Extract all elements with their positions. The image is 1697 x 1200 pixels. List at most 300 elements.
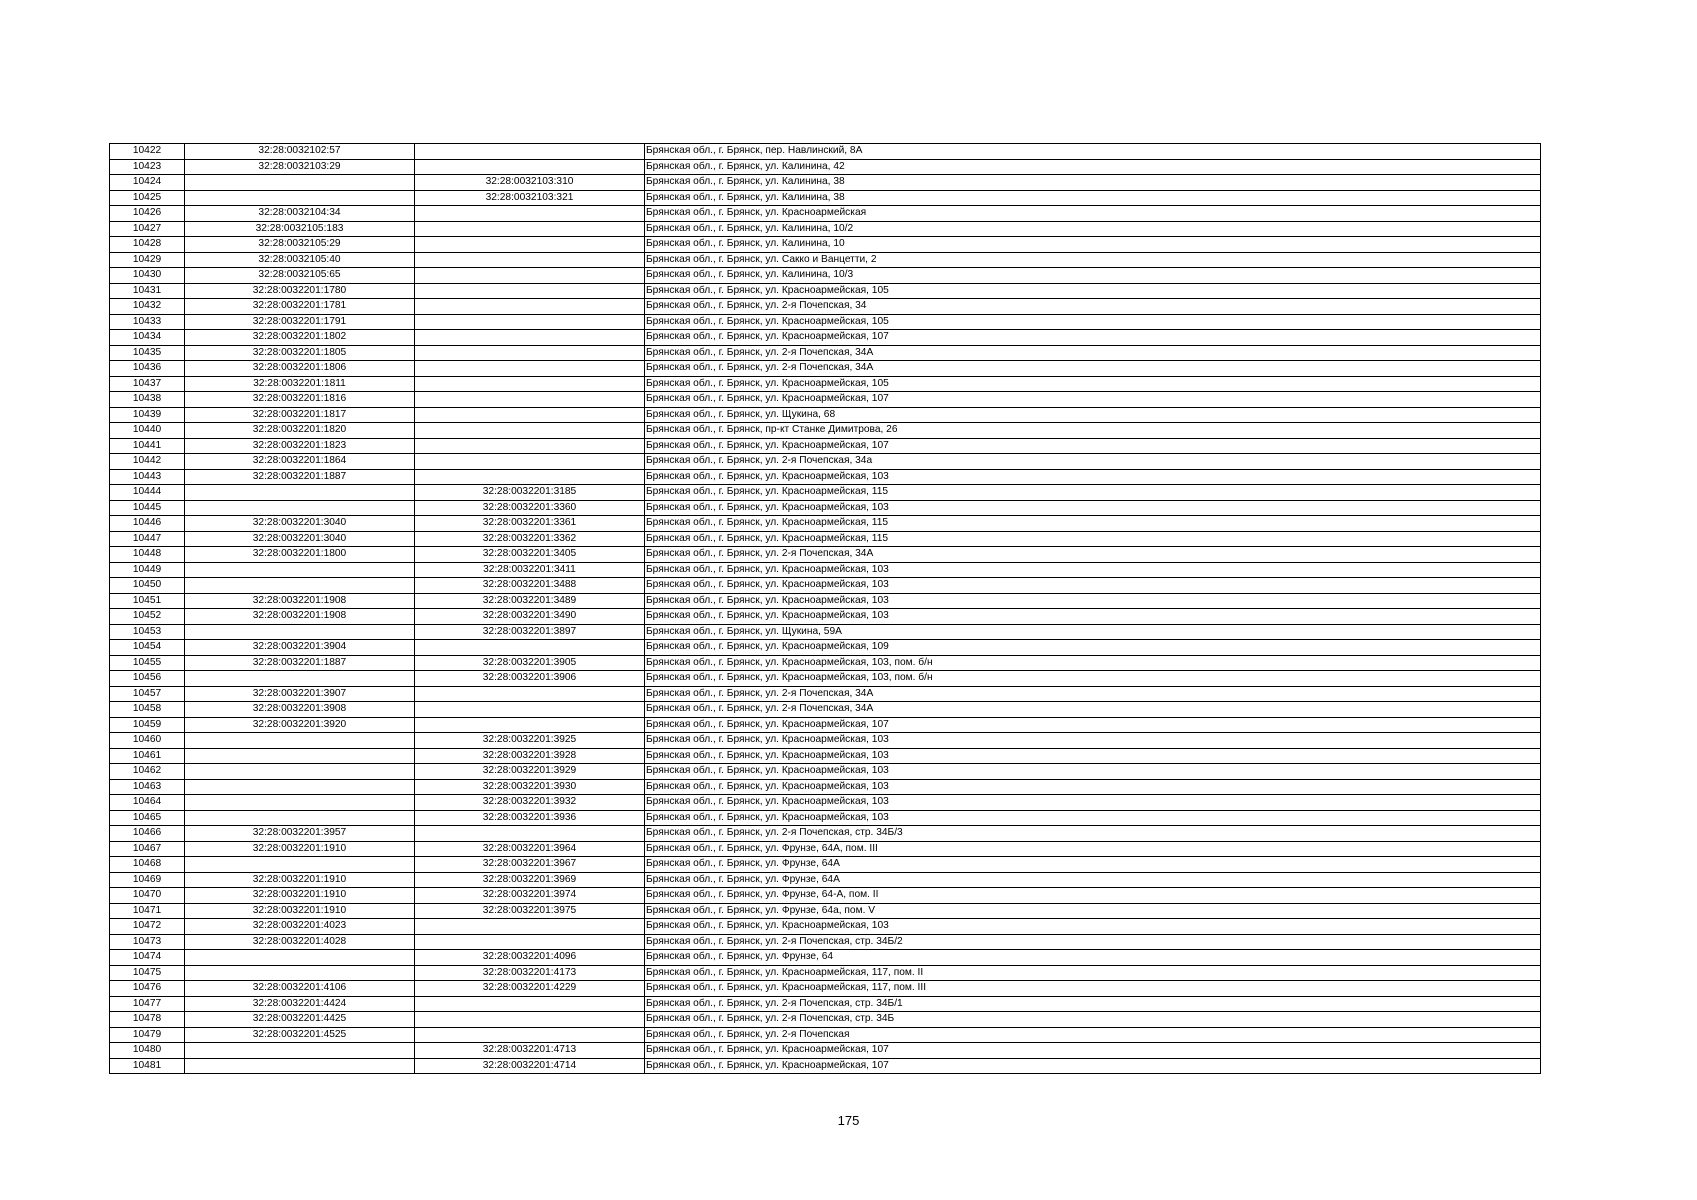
- cadastral-number-cell: [185, 500, 415, 516]
- cadastral-number-cell: [185, 562, 415, 578]
- table-row: [110, 810, 1541, 826]
- object-cadastral-number-cell: [415, 206, 645, 222]
- address-cell: Брянская обл., г. Брянск, ул. Красноармейская, 103: [645, 593, 1541, 609]
- cadastral-number-cell: 32:28:0032201:1887: [185, 655, 415, 671]
- cadastral-number-cell: 32:28:0032105:40: [185, 252, 415, 268]
- cadastral-number-cell: [185, 1043, 415, 1059]
- object-cadastral-number-cell: 32:28:0032201:3411: [415, 562, 645, 578]
- cadastral-number-cell: 32:28:0032201:4525: [185, 1027, 415, 1043]
- object-cadastral-number-cell: 32:28:0032201:4229: [415, 981, 645, 997]
- address-cell: Брянская обл., г. Брянск, ул. Калинина, 10: [645, 237, 1541, 253]
- address-cell: Брянская обл., г. Брянск, ул. Красноармейская, 117, пом. III: [645, 981, 1541, 997]
- table-row: [110, 748, 1541, 764]
- address-cell: Брянская обл., г. Брянск, ул. Красноармейская, 103: [645, 779, 1541, 795]
- cadastral-number-cell: 32:28:0032201:1887: [185, 469, 415, 485]
- table-row: [110, 345, 1541, 361]
- row-number-cell: 10443: [110, 469, 185, 485]
- table-row: [110, 221, 1541, 237]
- cadastral-number-cell: [185, 733, 415, 749]
- row-number-cell: 10440: [110, 423, 185, 439]
- cadastral-number-cell: 32:28:0032104:34: [185, 206, 415, 222]
- row-number-cell: 10467: [110, 841, 185, 857]
- address-cell: Брянская обл., г. Брянск, ул. 2-я Почепская, 34А: [645, 702, 1541, 718]
- table-row: [110, 206, 1541, 222]
- table-row: [110, 578, 1541, 594]
- cadastral-number-cell: [185, 795, 415, 811]
- cadastral-number-cell: 32:28:0032201:1910: [185, 888, 415, 904]
- row-number-cell: 10435: [110, 345, 185, 361]
- address-cell: Брянская обл., г. Брянск, ул. Красноармейская, 115: [645, 516, 1541, 532]
- cadastral-number-cell: 32:28:0032105:65: [185, 268, 415, 284]
- address-cell: Брянская обл., г. Брянск, ул. 2-я Почепская, 34А: [645, 547, 1541, 563]
- row-number-cell: 10454: [110, 640, 185, 656]
- table-row: [110, 485, 1541, 501]
- row-number-cell: 10426: [110, 206, 185, 222]
- cadastral-number-cell: [185, 175, 415, 191]
- address-cell: Брянская обл., г. Брянск, ул. Красноармейская, 107: [645, 1058, 1541, 1074]
- cadastral-number-cell: 32:28:0032201:4425: [185, 1012, 415, 1028]
- address-cell: Брянская обл., г. Брянск, ул. Сакко и Ванцетти, 2: [645, 252, 1541, 268]
- row-number-cell: 10465: [110, 810, 185, 826]
- table-row: [110, 547, 1541, 563]
- address-cell: Брянская обл., г. Брянск, ул. Красноармейская, 103: [645, 469, 1541, 485]
- address-cell: Брянская обл., г. Брянск, ул. Щукина, 68: [645, 407, 1541, 423]
- table-row: [110, 965, 1541, 981]
- table-row: [110, 764, 1541, 780]
- row-number-cell: 10479: [110, 1027, 185, 1043]
- address-cell: Брянская обл., г. Брянск, ул. Красноармейская, 107: [645, 438, 1541, 454]
- table-row: [110, 996, 1541, 1012]
- table-row: [110, 857, 1541, 873]
- row-number-cell: 10425: [110, 190, 185, 206]
- table-row: [110, 531, 1541, 547]
- object-cadastral-number-cell: [415, 826, 645, 842]
- object-cadastral-number-cell: [415, 407, 645, 423]
- address-cell: Брянская обл., г. Брянск, ул. Красноармейская, 103: [645, 764, 1541, 780]
- table-row: [110, 624, 1541, 640]
- table-row: [110, 609, 1541, 625]
- address-cell: Брянская обл., г. Брянск, ул. 2-я Почепская, стр. 34Б/1: [645, 996, 1541, 1012]
- cadastral-number-cell: 32:28:0032201:4028: [185, 934, 415, 950]
- object-cadastral-number-cell: [415, 159, 645, 175]
- object-cadastral-number-cell: 32:28:0032201:3360: [415, 500, 645, 516]
- row-number-cell: 10438: [110, 392, 185, 408]
- object-cadastral-number-cell: 32:28:0032201:3405: [415, 547, 645, 563]
- address-cell: Брянская обл., г. Брянск, ул. Красноармейская, 103: [645, 733, 1541, 749]
- object-cadastral-number-cell: [415, 469, 645, 485]
- row-number-cell: 10422: [110, 144, 185, 160]
- table-row: [110, 981, 1541, 997]
- cadastral-number-cell: 32:28:0032201:1823: [185, 438, 415, 454]
- object-cadastral-number-cell: 32:28:0032201:3897: [415, 624, 645, 640]
- row-number-cell: 10445: [110, 500, 185, 516]
- cadastral-number-cell: [185, 485, 415, 501]
- row-number-cell: 10477: [110, 996, 185, 1012]
- table-row: [110, 717, 1541, 733]
- address-cell: Брянская обл., г. Брянск, ул. Красноармейская, 103, пом. б/н: [645, 655, 1541, 671]
- cadastral-number-cell: [185, 671, 415, 687]
- address-cell: Брянская обл., г. Брянск, ул. Красноармейская, 107: [645, 717, 1541, 733]
- row-number-cell: 10448: [110, 547, 185, 563]
- table-row: [110, 144, 1541, 160]
- address-cell: Брянская обл., г. Брянск, ул. Фрунзе, 64а, пом. V: [645, 903, 1541, 919]
- table-row: [110, 175, 1541, 191]
- address-cell: Брянская обл., г. Брянск, ул. Красноармейская, 103: [645, 500, 1541, 516]
- address-cell: Брянская обл., г. Брянск, ул. Красноармейская, 107: [645, 330, 1541, 346]
- cadastral-number-cell: 32:28:0032201:1908: [185, 609, 415, 625]
- row-number-cell: 10431: [110, 283, 185, 299]
- object-cadastral-number-cell: 32:28:0032201:3967: [415, 857, 645, 873]
- table-row: [110, 237, 1541, 253]
- registry-table-body: [110, 144, 1541, 1074]
- object-cadastral-number-cell: 32:28:0032201:3925: [415, 733, 645, 749]
- cadastral-number-cell: 32:28:0032105:183: [185, 221, 415, 237]
- address-cell: Брянская обл., г. Брянск, ул. Красноармейская, 115: [645, 531, 1541, 547]
- table-row: [110, 686, 1541, 702]
- address-cell: Брянская обл., г. Брянск, ул. Красноармейская, 103: [645, 919, 1541, 935]
- address-cell: Брянская обл., г. Брянск, ул. 2-я Почепская, 34: [645, 299, 1541, 315]
- address-cell: Брянская обл., г. Брянск, ул. Красноармейская, 103: [645, 562, 1541, 578]
- object-cadastral-number-cell: [415, 314, 645, 330]
- address-cell: Брянская обл., г. Брянск, ул. Красноармейская, 103, пом. б/н: [645, 671, 1541, 687]
- address-cell: Брянская обл., г. Брянск, ул. Калинина, 10/3: [645, 268, 1541, 284]
- cadastral-number-cell: 32:28:0032201:1864: [185, 454, 415, 470]
- object-cadastral-number-cell: [415, 702, 645, 718]
- object-cadastral-number-cell: [415, 237, 645, 253]
- cadastral-number-cell: 32:28:0032201:1800: [185, 547, 415, 563]
- cadastral-number-cell: 32:28:0032102:57: [185, 144, 415, 160]
- table-row: [110, 516, 1541, 532]
- table-row: [110, 159, 1541, 175]
- row-number-cell: 10456: [110, 671, 185, 687]
- table-row: [110, 1058, 1541, 1074]
- row-number-cell: 10427: [110, 221, 185, 237]
- table-row: [110, 562, 1541, 578]
- row-number-cell: 10475: [110, 965, 185, 981]
- object-cadastral-number-cell: 32:28:0032201:3362: [415, 531, 645, 547]
- row-number-cell: 10457: [110, 686, 185, 702]
- address-cell: Брянская обл., г. Брянск, ул. 2-я Почепская, стр. 34Б: [645, 1012, 1541, 1028]
- object-cadastral-number-cell: [415, 376, 645, 392]
- object-cadastral-number-cell: 32:28:0032201:3185: [415, 485, 645, 501]
- row-number-cell: 10430: [110, 268, 185, 284]
- object-cadastral-number-cell: [415, 330, 645, 346]
- object-cadastral-number-cell: 32:28:0032201:3975: [415, 903, 645, 919]
- object-cadastral-number-cell: [415, 934, 645, 950]
- table-row: [110, 888, 1541, 904]
- object-cadastral-number-cell: [415, 996, 645, 1012]
- address-cell: Брянская обл., г. Брянск, ул. 2-я Почепская, стр. 34Б/3: [645, 826, 1541, 842]
- table-row: [110, 376, 1541, 392]
- row-number-cell: 10471: [110, 903, 185, 919]
- cadastral-number-cell: 32:28:0032201:1811: [185, 376, 415, 392]
- table-row: [110, 1027, 1541, 1043]
- object-cadastral-number-cell: 32:28:0032201:3488: [415, 578, 645, 594]
- table-row: [110, 299, 1541, 315]
- object-cadastral-number-cell: [415, 1012, 645, 1028]
- row-number-cell: 10476: [110, 981, 185, 997]
- row-number-cell: 10452: [110, 609, 185, 625]
- row-number-cell: 10462: [110, 764, 185, 780]
- address-cell: Брянская обл., г. Брянск, ул. 2-я Почепская, 34А: [645, 345, 1541, 361]
- row-number-cell: 10450: [110, 578, 185, 594]
- object-cadastral-number-cell: [415, 392, 645, 408]
- address-cell: Брянская обл., г. Брянск, ул. 2-я Почепская, стр. 34Б/2: [645, 934, 1541, 950]
- row-number-cell: 10473: [110, 934, 185, 950]
- object-cadastral-number-cell: 32:28:0032103:310: [415, 175, 645, 191]
- cadastral-number-cell: 32:28:0032201:1802: [185, 330, 415, 346]
- table-row: [110, 407, 1541, 423]
- object-cadastral-number-cell: 32:28:0032103:321: [415, 190, 645, 206]
- cadastral-number-cell: 32:28:0032105:29: [185, 237, 415, 253]
- table-row: [110, 438, 1541, 454]
- address-cell: Брянская обл., г. Брянск, ул. 2-я Почепская, 34А: [645, 361, 1541, 377]
- address-cell: Брянская обл., г. Брянск, ул. Красноармейская, 105: [645, 376, 1541, 392]
- row-number-cell: 10460: [110, 733, 185, 749]
- cadastral-number-cell: 32:28:0032103:29: [185, 159, 415, 175]
- table-row: [110, 934, 1541, 950]
- address-cell: Брянская обл., г. Брянск, ул. Фрунзе, 64А: [645, 872, 1541, 888]
- address-cell: Брянская обл., г. Брянск, ул. Калинина, 42: [645, 159, 1541, 175]
- row-number-cell: 10461: [110, 748, 185, 764]
- object-cadastral-number-cell: [415, 454, 645, 470]
- table-row: [110, 903, 1541, 919]
- object-cadastral-number-cell: 32:28:0032201:4096: [415, 950, 645, 966]
- table-row: [110, 841, 1541, 857]
- cadastral-number-cell: 32:28:0032201:3957: [185, 826, 415, 842]
- address-cell: Брянская обл., г. Брянск, ул. Красноармейская, 103: [645, 609, 1541, 625]
- row-number-cell: 10470: [110, 888, 185, 904]
- row-number-cell: 10464: [110, 795, 185, 811]
- object-cadastral-number-cell: [415, 283, 645, 299]
- cadastral-number-cell: 32:28:0032201:3920: [185, 717, 415, 733]
- cadastral-number-cell: [185, 764, 415, 780]
- address-cell: Брянская обл., г. Брянск, ул. Фрунзе, 64А: [645, 857, 1541, 873]
- object-cadastral-number-cell: 32:28:0032201:3969: [415, 872, 645, 888]
- row-number-cell: 10446: [110, 516, 185, 532]
- cadastral-number-cell: [185, 965, 415, 981]
- row-number-cell: 10478: [110, 1012, 185, 1028]
- table-row: [110, 795, 1541, 811]
- address-cell: Брянская обл., г. Брянск, ул. Красноармейская, 105: [645, 283, 1541, 299]
- address-cell: Брянская обл., г. Брянск, ул. Красноармейская, 103: [645, 578, 1541, 594]
- table-row: [110, 469, 1541, 485]
- row-number-cell: 10459: [110, 717, 185, 733]
- cadastral-number-cell: 32:28:0032201:4023: [185, 919, 415, 935]
- object-cadastral-number-cell: [415, 299, 645, 315]
- object-cadastral-number-cell: [415, 438, 645, 454]
- cadastral-number-cell: 32:28:0032201:3907: [185, 686, 415, 702]
- cadastral-number-cell: 32:28:0032201:1781: [185, 299, 415, 315]
- row-number-cell: 10472: [110, 919, 185, 935]
- address-cell: Брянская обл., г. Брянск, ул. Фрунзе, 64А, пом. III: [645, 841, 1541, 857]
- object-cadastral-number-cell: 32:28:0032201:3490: [415, 609, 645, 625]
- table-row: [110, 314, 1541, 330]
- cadastral-number-cell: [185, 624, 415, 640]
- object-cadastral-number-cell: 32:28:0032201:3974: [415, 888, 645, 904]
- object-cadastral-number-cell: [415, 361, 645, 377]
- cadastral-number-cell: 32:28:0032201:3908: [185, 702, 415, 718]
- object-cadastral-number-cell: 32:28:0032201:4714: [415, 1058, 645, 1074]
- object-cadastral-number-cell: 32:28:0032201:3928: [415, 748, 645, 764]
- object-cadastral-number-cell: 32:28:0032201:3489: [415, 593, 645, 609]
- row-number-cell: 10463: [110, 779, 185, 795]
- row-number-cell: 10453: [110, 624, 185, 640]
- cadastral-number-cell: 32:28:0032201:1816: [185, 392, 415, 408]
- object-cadastral-number-cell: [415, 1027, 645, 1043]
- address-cell: Брянская обл., г. Брянск, ул. 2-я Почепская, 34а: [645, 454, 1541, 470]
- table-row: [110, 1043, 1541, 1059]
- cadastral-number-cell: 32:28:0032201:1820: [185, 423, 415, 439]
- address-cell: Брянская обл., г. Брянск, пер. Навлинский, 8А: [645, 144, 1541, 160]
- address-cell: Брянская обл., г. Брянск, ул. Красноармейская, 103: [645, 795, 1541, 811]
- address-cell: Брянская обл., г. Брянск, ул. Красноармейская, 103: [645, 810, 1541, 826]
- address-cell: Брянская обл., г. Брянск, ул. 2-я Почепская, 34А: [645, 686, 1541, 702]
- object-cadastral-number-cell: 32:28:0032201:3906: [415, 671, 645, 687]
- row-number-cell: 10429: [110, 252, 185, 268]
- table-row: [110, 640, 1541, 656]
- row-number-cell: 10434: [110, 330, 185, 346]
- row-number-cell: 10474: [110, 950, 185, 966]
- table-row: [110, 655, 1541, 671]
- object-cadastral-number-cell: 32:28:0032201:3964: [415, 841, 645, 857]
- address-cell: Брянская обл., г. Брянск, ул. Фрунзе, 64: [645, 950, 1541, 966]
- table-row: [110, 268, 1541, 284]
- cadastral-number-cell: [185, 810, 415, 826]
- table-row: [110, 671, 1541, 687]
- table-row: [110, 702, 1541, 718]
- cadastral-number-cell: 32:28:0032201:1791: [185, 314, 415, 330]
- row-number-cell: 10439: [110, 407, 185, 423]
- address-cell: Брянская обл., г. Брянск, ул. 2-я Почепская: [645, 1027, 1541, 1043]
- object-cadastral-number-cell: [415, 268, 645, 284]
- cadastral-number-cell: [185, 748, 415, 764]
- address-cell: Брянская обл., г. Брянск, ул. Калинина, 10/2: [645, 221, 1541, 237]
- address-cell: Брянская обл., г. Брянск, ул. Фрунзе, 64-А, пом. II: [645, 888, 1541, 904]
- object-cadastral-number-cell: [415, 345, 645, 361]
- page-number: 175: [837, 1113, 860, 1128]
- address-cell: Брянская обл., г. Брянск, ул. Красноармейская, 117, пом. II: [645, 965, 1541, 981]
- cadastral-number-cell: 32:28:0032201:1817: [185, 407, 415, 423]
- row-number-cell: 10441: [110, 438, 185, 454]
- table-row: [110, 593, 1541, 609]
- address-cell: Брянская обл., г. Брянск, ул. Красноармейская, 115: [645, 485, 1541, 501]
- row-number-cell: 10437: [110, 376, 185, 392]
- cadastral-number-cell: 32:28:0032201:1805: [185, 345, 415, 361]
- cadastral-number-cell: [185, 779, 415, 795]
- cadastral-number-cell: 32:28:0032201:4424: [185, 996, 415, 1012]
- object-cadastral-number-cell: 32:28:0032201:3932: [415, 795, 645, 811]
- object-cadastral-number-cell: [415, 919, 645, 935]
- cadastral-number-cell: 32:28:0032201:1910: [185, 903, 415, 919]
- table-row: [110, 392, 1541, 408]
- table-row: [110, 330, 1541, 346]
- table-row: [110, 919, 1541, 935]
- row-number-cell: 10447: [110, 531, 185, 547]
- row-number-cell: 10449: [110, 562, 185, 578]
- address-cell: Брянская обл., г. Брянск, ул. Красноармейская, 107: [645, 1043, 1541, 1059]
- table-row: [110, 454, 1541, 470]
- address-cell: Брянская обл., г. Брянск, пр-кт Станке Димитрова, 26: [645, 423, 1541, 439]
- table-row: [110, 950, 1541, 966]
- row-number-cell: 10444: [110, 485, 185, 501]
- address-cell: Брянская обл., г. Брянск, ул. Калинина, 38: [645, 190, 1541, 206]
- object-cadastral-number-cell: 32:28:0032201:4173: [415, 965, 645, 981]
- object-cadastral-number-cell: [415, 717, 645, 733]
- row-number-cell: 10468: [110, 857, 185, 873]
- row-number-cell: 10480: [110, 1043, 185, 1059]
- row-number-cell: 10433: [110, 314, 185, 330]
- row-number-cell: 10442: [110, 454, 185, 470]
- table-row: [110, 190, 1541, 206]
- cadastral-number-cell: [185, 578, 415, 594]
- object-cadastral-number-cell: [415, 423, 645, 439]
- row-number-cell: 10455: [110, 655, 185, 671]
- table-row: [110, 872, 1541, 888]
- object-cadastral-number-cell: 32:28:0032201:3905: [415, 655, 645, 671]
- cadastral-number-cell: [185, 190, 415, 206]
- table-row: [110, 733, 1541, 749]
- address-cell: Брянская обл., г. Брянск, ул. Щукина, 59А: [645, 624, 1541, 640]
- table-row: [110, 361, 1541, 377]
- cadastral-number-cell: 32:28:0032201:3040: [185, 531, 415, 547]
- object-cadastral-number-cell: 32:28:0032201:3936: [415, 810, 645, 826]
- cadastral-number-cell: 32:28:0032201:1806: [185, 361, 415, 377]
- address-cell: Брянская обл., г. Брянск, ул. Калинина, 38: [645, 175, 1541, 191]
- cadastral-number-cell: 32:28:0032201:1910: [185, 872, 415, 888]
- object-cadastral-number-cell: [415, 221, 645, 237]
- row-number-cell: 10469: [110, 872, 185, 888]
- table-row: [110, 283, 1541, 299]
- cadastral-number-cell: 32:28:0032201:1910: [185, 841, 415, 857]
- object-cadastral-number-cell: [415, 640, 645, 656]
- cadastral-number-cell: [185, 950, 415, 966]
- table-row: [110, 500, 1541, 516]
- object-cadastral-number-cell: 32:28:0032201:3930: [415, 779, 645, 795]
- cadastral-number-cell: 32:28:0032201:1908: [185, 593, 415, 609]
- row-number-cell: 10481: [110, 1058, 185, 1074]
- address-cell: Брянская обл., г. Брянск, ул. Красноармейская, 103: [645, 748, 1541, 764]
- table-row: [110, 252, 1541, 268]
- row-number-cell: 10436: [110, 361, 185, 377]
- object-cadastral-number-cell: 32:28:0032201:4713: [415, 1043, 645, 1059]
- object-cadastral-number-cell: [415, 686, 645, 702]
- row-number-cell: 10458: [110, 702, 185, 718]
- registry-table: [109, 143, 1541, 1074]
- object-cadastral-number-cell: 32:28:0032201:3929: [415, 764, 645, 780]
- address-cell: Брянская обл., г. Брянск, ул. Красноармейская, 105: [645, 314, 1541, 330]
- cadastral-number-cell: [185, 857, 415, 873]
- object-cadastral-number-cell: [415, 252, 645, 268]
- row-number-cell: 10424: [110, 175, 185, 191]
- table-row: [110, 1012, 1541, 1028]
- table-row: [110, 423, 1541, 439]
- row-number-cell: 10428: [110, 237, 185, 253]
- row-number-cell: 10466: [110, 826, 185, 842]
- address-cell: Брянская обл., г. Брянск, ул. Красноармейская: [645, 206, 1541, 222]
- address-cell: Брянская обл., г. Брянск, ул. Красноармейская, 109: [645, 640, 1541, 656]
- cadastral-number-cell: 32:28:0032201:3904: [185, 640, 415, 656]
- row-number-cell: 10432: [110, 299, 185, 315]
- table-row: [110, 779, 1541, 795]
- address-cell: Брянская обл., г. Брянск, ул. Красноармейская, 107: [645, 392, 1541, 408]
- row-number-cell: 10423: [110, 159, 185, 175]
- cadastral-number-cell: 32:28:0032201:3040: [185, 516, 415, 532]
- object-cadastral-number-cell: 32:28:0032201:3361: [415, 516, 645, 532]
- row-number-cell: 10451: [110, 593, 185, 609]
- cadastral-number-cell: [185, 1058, 415, 1074]
- table-row: [110, 826, 1541, 842]
